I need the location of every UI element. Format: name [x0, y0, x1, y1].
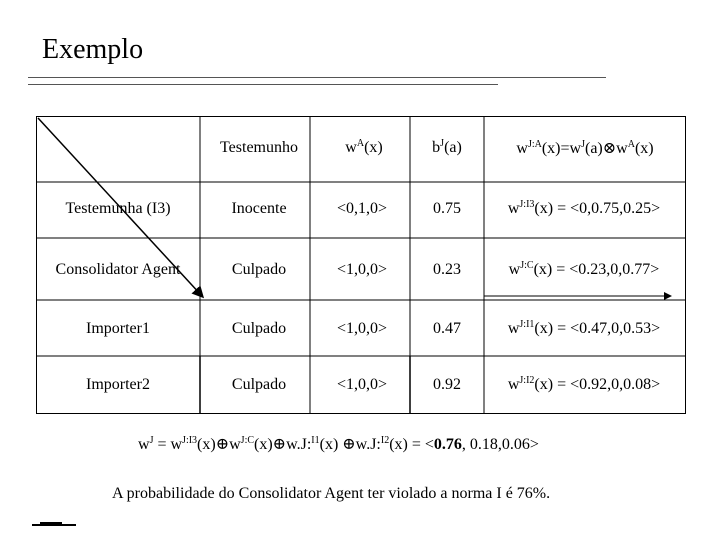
row-bJ: 0.92 [433, 376, 461, 393]
header-bJ: $b^J(a)$ [432, 138, 462, 156]
row-agent: Importer2 [86, 376, 150, 393]
row-agent: Importer1 [86, 320, 150, 337]
row-testemunho: Inocente [231, 200, 287, 217]
header-wA: $w^A(x)$ [345, 138, 383, 156]
row-agent: Consolidator Agent [55, 261, 181, 278]
row-wA: <1,0,0> [336, 261, 388, 278]
row-result: $w^{J:I2}(x) = <0.92,0,0.08>$ [507, 375, 661, 393]
corner-mark [32, 524, 76, 526]
row-wA: <0,1,0> [336, 200, 388, 217]
page-title: Exemplo [42, 34, 144, 65]
conclusion-text: A probabilidade do Consolidator Agent ter violado a norma I é 76%. [112, 485, 551, 502]
row-testemunho: Culpado [231, 261, 287, 278]
row-bJ: 0.23 [433, 261, 461, 278]
header-wJA: $w^{J:A}(x)=w^J(a)\otimes w^A(x)$ [516, 139, 654, 157]
combination-formula: $w^J$ = $w^{J:I3}(x)\oplus w^{J:C}(x)\oplus w.J:^{I1}(x)$ ⊕w.J:$^{I2}$(x) = <0.76, 0.18,0.06> [138, 435, 539, 453]
reputation-table [36, 116, 686, 414]
row-wA: <1,0,0> [336, 376, 388, 393]
title-underline-secondary [28, 84, 498, 85]
row-testemunho: Culpado [231, 320, 287, 337]
row-testemunho: Culpado [231, 376, 287, 393]
row-result: $w^{J:I1}(x) = <0.47,0,0.53>$ [507, 319, 661, 337]
row-bJ: 0.75 [433, 200, 461, 217]
title-underline [28, 77, 606, 78]
row-wA: <1,0,0> [336, 320, 388, 337]
row-agent: Testemunha (I3) [65, 200, 171, 217]
row-bJ: 0.47 [433, 320, 461, 337]
row-result: $w^{J:C}(x) = <0.23,0,0.77>$ [508, 260, 660, 278]
header-testemunho: Testemunho [220, 139, 298, 156]
row-result: $w^{J:I3}(x) = <0,0.75,0.25>$ [507, 199, 661, 217]
